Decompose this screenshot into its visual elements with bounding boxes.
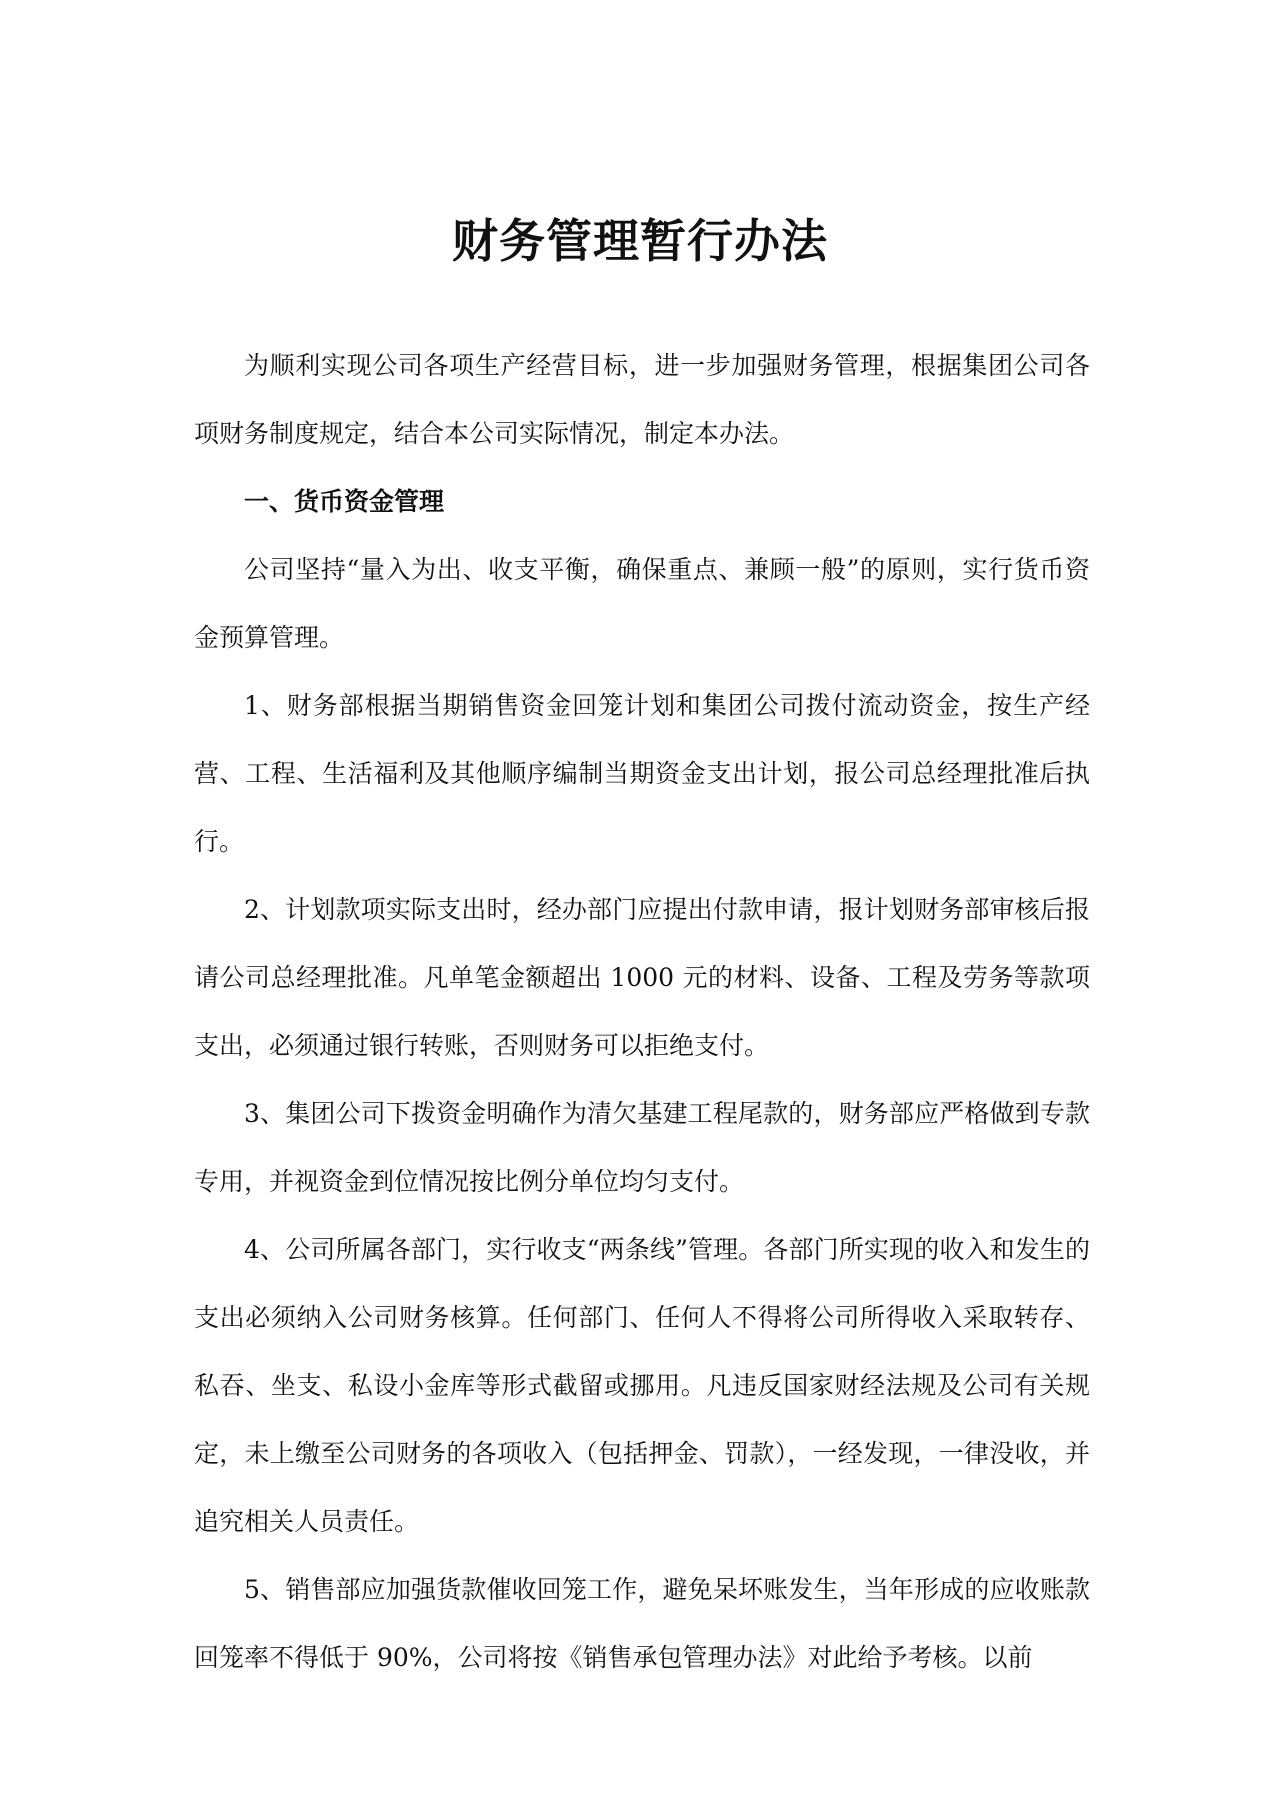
principle-paragraph: 公司坚持“量入为出、收支平衡，确保重点、兼顾一般”的原则，实行货币资金预算管理。 <box>194 555 1090 652</box>
clause-4-paragraph: 4、公司所属各部门，实行收支“两条线”管理。各部门所实现的收入和发生的支出必须纳入公司财务核算。任何部门、任何人不得将公司所得收入采取转存、私吞、坐支、私设小金库等形式截留或挪用。凡违反国家财经法规及公司有关规定，未上缴至公司财务的各项收入（包括押金、罚款），一经发现，一律没收，并追究相关人员责任。 <box>194 1235 1090 1536</box>
clause-1-paragraph: 1、财务部根据当期销售资金回笼计划和集团公司拨付流动资金，按生产经营、工程、生活福利及其他顺序编制当期资金支出计划，报公司总经理批准后执行。 <box>194 691 1090 856</box>
clause-5-paragraph: 5、销售部应加强货款催收回笼工作，避免呆坏账发生，当年形成的应收账款回笼率不得低于 90%，公司将按《销售承包管理办法》对此给予考核。以前 <box>194 1575 1090 1672</box>
clause-3-paragraph: 3、集团公司下拨资金明确作为清欠基建工程尾款的，财务部应严格做到专款专用，并视资金到位情况按比例分单位均匀支付。 <box>194 1099 1090 1196</box>
clause-2-paragraph: 2、计划款项实际支出时，经办部门应提出付款申请，报计划财务部审核后报请公司总经理批准。凡单笔金额超出 1000 元的材料、设备、工程及劳务等款项支出，必须通过银行转账，否则财务可以拒绝支付。 <box>194 895 1090 1060</box>
section-heading: 一、货币资金管理 <box>244 487 445 516</box>
document-body <box>194 332 1090 1692</box>
page-title: 财务管理暂行办法 <box>452 213 828 268</box>
intro-paragraph: 为顺利实现公司各项生产经营目标，进一步加强财务管理，根据集团公司各项财务制度规定，结合本公司实际情况，制定本办法。 <box>194 351 1090 448</box>
